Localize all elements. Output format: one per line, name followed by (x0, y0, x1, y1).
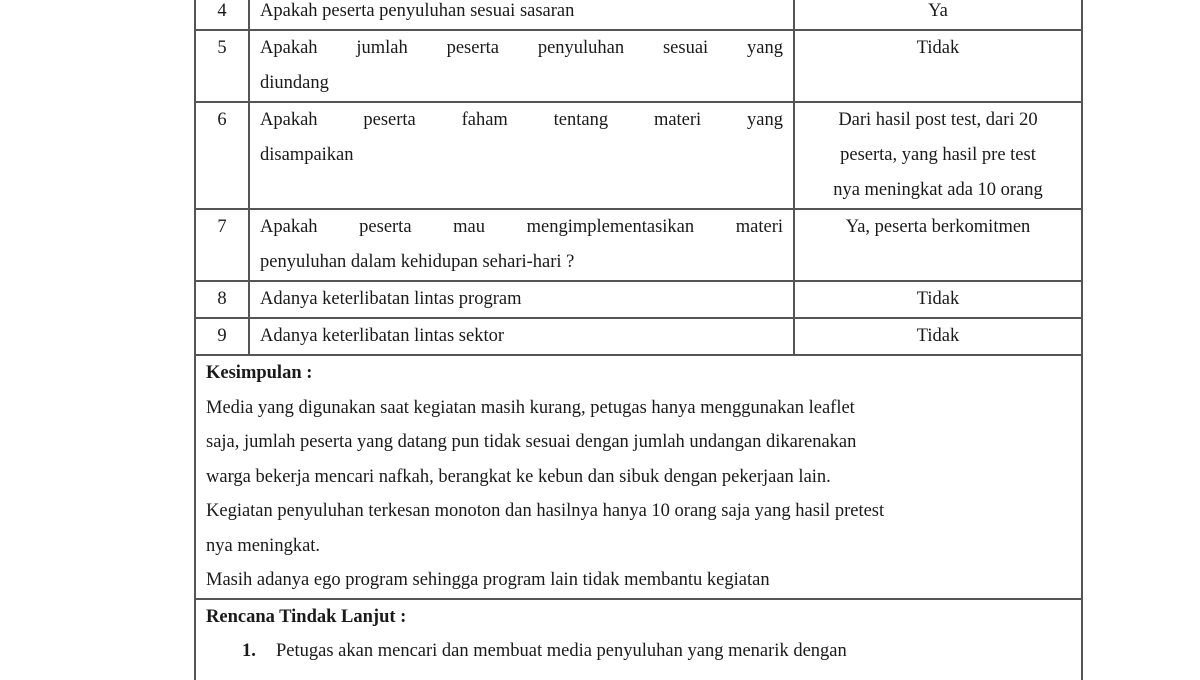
question-text: penyuluhan dalam kehidupan sehari-hari ? (260, 252, 575, 272)
answer-text: peserta, yang hasil pre test (840, 145, 1036, 165)
kesimpulan-line: Media yang digunakan saat kegiatan masih kurang, petugas hanya menggunakan leaflet (206, 397, 855, 418)
question-text: Adanya keterlibatan lintas sektor (260, 326, 505, 346)
kesimpulan-line: nya meningkat. (206, 535, 321, 556)
answer-text: Tidak (916, 289, 960, 309)
kesimpulan-heading: Kesimpulan : (206, 363, 313, 383)
answer-text: Tidak (916, 326, 960, 346)
table-row (196, 318, 1081, 355)
table-row (196, 30, 1081, 102)
list-item-text: Petugas akan mencari dan membuat media penyuluhan yang menarik dengan (276, 641, 847, 661)
question-cell (249, 209, 794, 281)
question-cell (249, 318, 794, 355)
answer-text: Ya (928, 1, 948, 21)
list-item (242, 634, 1071, 669)
answer-cell (794, 209, 1081, 281)
question-text: disampaikan (260, 145, 354, 165)
answer-text: Dari hasil post test, dari 20 (838, 110, 1038, 130)
question-text: Apakah peserta penyuluhan sesuai sasaran (260, 1, 575, 21)
kesimpulan-line: Masih adanya ego program sehingga program lain tidak membantu kegiatan (206, 570, 770, 590)
rencana-section (196, 598, 1081, 680)
question-text: diundang (260, 73, 329, 93)
question-text: Apakah peserta faham tentang materi yang (260, 110, 783, 130)
table-row (196, 281, 1081, 318)
question-text: Apakah peserta mau mengimplementasikan materi (260, 217, 783, 237)
rencana-heading: Rencana Tindak Lanjut : (206, 606, 407, 627)
question-text: Adanya keterlibatan lintas program (260, 289, 522, 309)
answer-cell (794, 318, 1081, 355)
kesimpulan-line: warga bekerja mencari nafkah, berangkat ke kebun dan sibuk dengan pekerjaan lain. (206, 466, 831, 487)
table-row (196, 0, 1081, 30)
answer-text: nya meningkat ada 10 orang (833, 180, 1043, 200)
list-number: 1. (242, 641, 256, 661)
document-page (194, 0, 1083, 680)
rencana-list (206, 634, 1071, 669)
row-number: 6 (196, 102, 249, 209)
table-row (196, 102, 1081, 209)
question-cell (249, 281, 794, 318)
evaluation-table (196, 0, 1081, 356)
question-cell (249, 0, 794, 30)
answer-text: Tidak (916, 38, 960, 58)
answer-text: Ya, peserta berkomitmen (845, 217, 1031, 237)
kesimpulan-line: Kegiatan penyuluhan terkesan monoton dan hasilnya hanya 10 orang saja yang hasil pretest (206, 501, 885, 521)
question-text: Apakah jumlah peserta penyuluhan sesuai yang (260, 38, 783, 58)
table-row (196, 209, 1081, 281)
kesimpulan-line: saja, jumlah peserta yang datang pun tidak sesuai dengan jumlah undangan dikarenakan (206, 432, 857, 452)
row-number: 5 (196, 30, 249, 102)
question-cell (249, 102, 794, 209)
row-number: 9 (196, 318, 249, 355)
answer-cell (794, 102, 1081, 209)
question-cell (249, 30, 794, 102)
answer-cell (794, 0, 1081, 30)
row-number: 4 (196, 0, 249, 30)
row-number: 8 (196, 281, 249, 318)
answer-cell (794, 281, 1081, 318)
answer-cell (794, 30, 1081, 102)
kesimpulan-section (196, 356, 1081, 598)
row-number: 7 (196, 209, 249, 281)
